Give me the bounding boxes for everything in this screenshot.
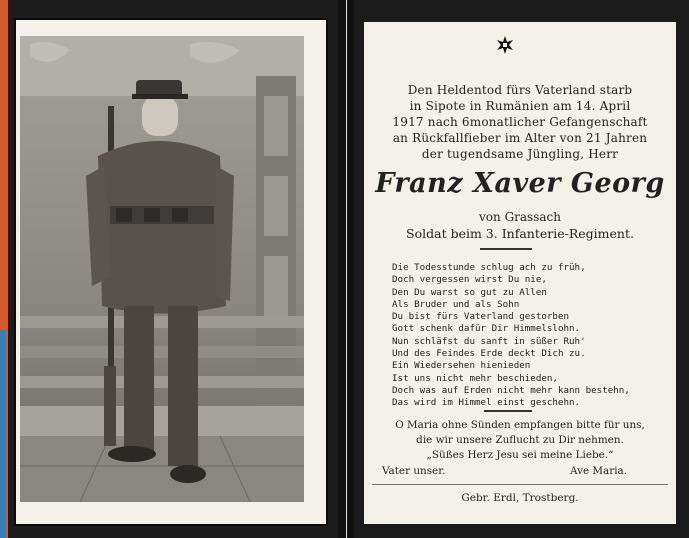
intro-line: an Rückfallfieber im Alter von 21 Jahren	[392, 131, 648, 145]
prayer-line: „Süßes Herz Jesu sei meine Liebe.“	[426, 449, 614, 461]
poem-line: Ein Wiedersehen hienieden	[392, 360, 531, 372]
soldier-photo	[20, 36, 304, 502]
poem-line: Nun schläfst du sanft in süßer Ruh'	[392, 335, 586, 347]
poem-line: Doch was auf Erden nicht mehr kann bestehn,	[392, 384, 630, 396]
prayer-line: die wir unsere Zuflucht zu Dir nehmen.	[416, 434, 624, 446]
poem-line: Als Bruder und als Sohn	[392, 298, 520, 310]
intro-line: Den Heldentod fürs Vaterland starb	[407, 83, 633, 97]
deceased-rank: Soldat beim 3. Infanterie-Regiment.	[406, 226, 634, 241]
prayer-line: O Maria ohne Sünden empfangen bitte für uns,	[395, 419, 645, 431]
intro-line: der tugendsame Jüngling, Herr	[421, 147, 619, 161]
closing-prayer-left: Vater unser.	[382, 465, 446, 477]
death-notice-intro	[364, 82, 676, 162]
soldier-photo-image	[20, 36, 304, 502]
deceased-name: Franz Xaver Georg	[375, 168, 665, 199]
memorial-poem	[392, 262, 652, 410]
poem-line: Das wird im Himmel einst geschehn.	[392, 397, 581, 409]
deceased-origin: von Grassach	[479, 210, 561, 224]
poem-line: Doch vergessen wirst Du nie,	[392, 274, 547, 286]
intro-line: 1917 nach 6monatlicher Gefangenschaft	[392, 115, 648, 129]
poem-line: Ist uns nicht mehr beschieden,	[392, 372, 558, 384]
printer-credit: Gebr. Erdl, Trostberg.	[461, 492, 579, 504]
poem-line: Du bist fürs Vaterland gestorben	[392, 311, 570, 323]
poem-line: Gott schenk dafür Dir Himmelslohn.	[392, 323, 581, 335]
closing-prayer-right: Ave Maria.	[570, 465, 628, 477]
card-edge-blue	[0, 330, 6, 538]
intro-line: in Sipote in Rumänien am 14. April	[409, 99, 631, 113]
divider-rule	[480, 248, 532, 250]
divider-rule	[484, 410, 532, 412]
poem-line: Und des Feindes Erde deckt Dich zu.	[392, 348, 586, 360]
poem-line: Den Du warst so gut zu Allen	[392, 286, 547, 298]
card-fold-line	[346, 0, 347, 538]
footer-rule	[372, 484, 668, 485]
iron-cross-icon	[494, 34, 516, 56]
poem-line: Die Todesstunde schlug ach zu früh,	[392, 262, 586, 273]
